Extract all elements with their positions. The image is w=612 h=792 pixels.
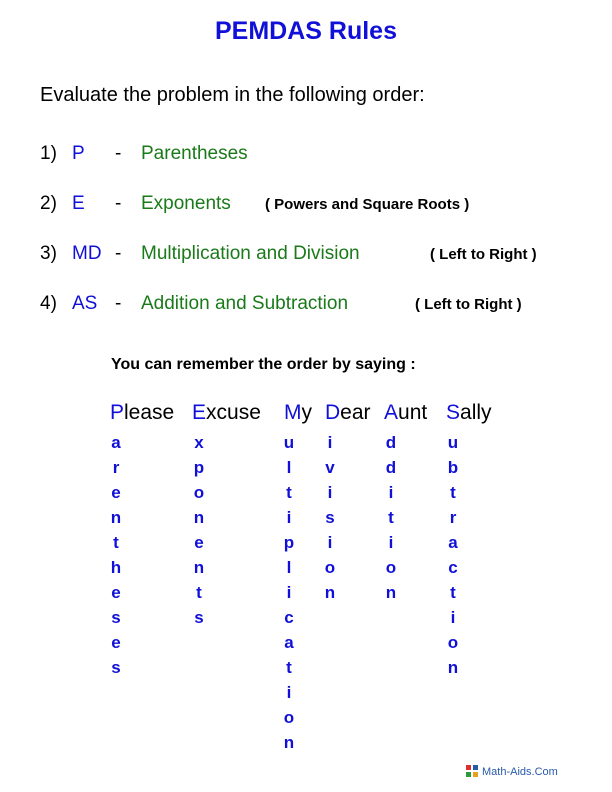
column-letter: n xyxy=(385,583,397,602)
letter-column xyxy=(192,430,206,630)
rule-note: ( Powers and Square Roots ) xyxy=(265,196,470,213)
column-letter: t xyxy=(388,508,394,527)
mnemonic-rest: y xyxy=(301,401,312,424)
column-letter: a xyxy=(111,433,121,452)
column-letter: i xyxy=(286,683,292,702)
column-letter: n xyxy=(324,583,336,602)
column-letter: s xyxy=(111,608,121,627)
rule-number: 4) xyxy=(40,293,57,314)
column-letter: e xyxy=(111,483,121,502)
column-letter: e xyxy=(111,583,121,602)
mnemonic-rest: xcuse xyxy=(206,401,261,424)
rule-abbreviation: E xyxy=(72,193,85,214)
column-letter: n xyxy=(193,508,205,527)
column-letter: h xyxy=(110,558,122,577)
column-letter: e xyxy=(111,633,121,652)
column-letter: i xyxy=(286,508,292,527)
column-letter: o xyxy=(324,558,336,577)
column-letter: o xyxy=(283,708,295,727)
column-letter: p xyxy=(193,458,205,477)
column-letter: s xyxy=(194,608,204,627)
mnemonic-initial: M xyxy=(284,401,302,424)
rule-note: ( Left to Right ) xyxy=(415,296,522,313)
letter-column xyxy=(384,430,398,605)
column-letter: t xyxy=(286,483,292,502)
column-letter: u xyxy=(447,433,459,452)
column-letter: l xyxy=(286,458,292,477)
letter-column xyxy=(446,430,460,680)
rule-note: ( Left to Right ) xyxy=(430,246,537,263)
column-letter: o xyxy=(193,483,205,502)
column-letter: d xyxy=(385,433,397,452)
column-letter: a xyxy=(284,633,294,652)
mnemonic-rest: unt xyxy=(398,401,428,424)
column-letter: d xyxy=(385,458,397,477)
column-letter: c xyxy=(448,558,458,577)
column-letter: o xyxy=(385,558,397,577)
rule-abbreviation: P xyxy=(72,143,85,164)
rule-abbreviation: MD xyxy=(72,243,102,264)
column-letter: n xyxy=(447,658,459,677)
column-letter: i xyxy=(450,608,456,627)
rule-name: Exponents xyxy=(141,193,231,214)
rule-dash: - xyxy=(115,143,122,164)
rule-name: Parentheses xyxy=(141,143,248,164)
mnemonic-initial: D xyxy=(325,401,341,424)
column-letter: i xyxy=(327,483,333,502)
column-letter: i xyxy=(327,533,333,552)
rule-abbreviation: AS xyxy=(72,293,98,314)
column-letter: u xyxy=(283,433,295,452)
mnemonic-rest: lease xyxy=(124,401,175,424)
mnemonic-word xyxy=(110,401,174,425)
column-letter: n xyxy=(193,558,205,577)
rule-name: Addition and Subtraction xyxy=(141,293,349,314)
column-letter: t xyxy=(450,483,456,502)
mnemonic-initial: S xyxy=(446,401,461,424)
mnemonic-rest: ear xyxy=(340,401,371,424)
rule-dash: - xyxy=(115,243,122,264)
column-letter: v xyxy=(325,458,335,477)
mnemonic-word xyxy=(446,401,492,425)
logo-text: Math-Aids.Com xyxy=(482,766,558,778)
column-letter: s xyxy=(111,658,121,677)
column-letter: o xyxy=(447,633,459,652)
column-letter: n xyxy=(283,733,295,752)
column-letter: c xyxy=(284,608,294,627)
column-letter: i xyxy=(388,533,394,552)
mnemonic-word xyxy=(284,401,312,425)
mnemonic-word xyxy=(325,401,371,425)
rule-dash: - xyxy=(115,193,122,214)
column-letter: a xyxy=(448,533,458,552)
column-letter: e xyxy=(194,533,204,552)
rule-number: 2) xyxy=(40,193,57,214)
rule-number: 1) xyxy=(40,143,57,164)
column-letter: s xyxy=(325,508,335,527)
mnemonic-word xyxy=(192,401,261,425)
column-letter: l xyxy=(286,558,292,577)
letter-column xyxy=(109,430,123,680)
rule-number: 3) xyxy=(40,243,57,264)
intro-text: Evaluate the problem in the following order: xyxy=(40,84,425,106)
mnemonic-rest: ally xyxy=(460,401,492,424)
mnemonic-initial: E xyxy=(192,401,207,424)
logo-icon xyxy=(466,765,478,777)
math-aids-logo xyxy=(466,765,558,778)
rule-dash: - xyxy=(115,293,122,314)
mnemonic-initial: A xyxy=(384,401,399,424)
column-letter: t xyxy=(196,583,202,602)
column-letter: t xyxy=(450,583,456,602)
column-letter: i xyxy=(388,483,394,502)
column-letter: i xyxy=(327,433,333,452)
column-letter: r xyxy=(112,458,120,477)
column-letter: x xyxy=(194,433,204,452)
mnemonic-word xyxy=(384,401,427,425)
column-letter: i xyxy=(286,583,292,602)
column-letter: n xyxy=(110,508,122,527)
page-title: PEMDAS Rules xyxy=(215,17,397,45)
column-letter: t xyxy=(286,658,292,677)
rule-name: Multiplication and Division xyxy=(141,243,360,264)
column-letter: p xyxy=(283,533,295,552)
letter-column xyxy=(282,430,296,755)
mnemonic-initial: P xyxy=(110,401,125,424)
remember-text: You can remember the order by saying : xyxy=(111,356,416,373)
column-letter: b xyxy=(447,458,459,477)
column-letter: r xyxy=(449,508,457,527)
column-letter: t xyxy=(113,533,119,552)
letter-column xyxy=(323,430,337,605)
